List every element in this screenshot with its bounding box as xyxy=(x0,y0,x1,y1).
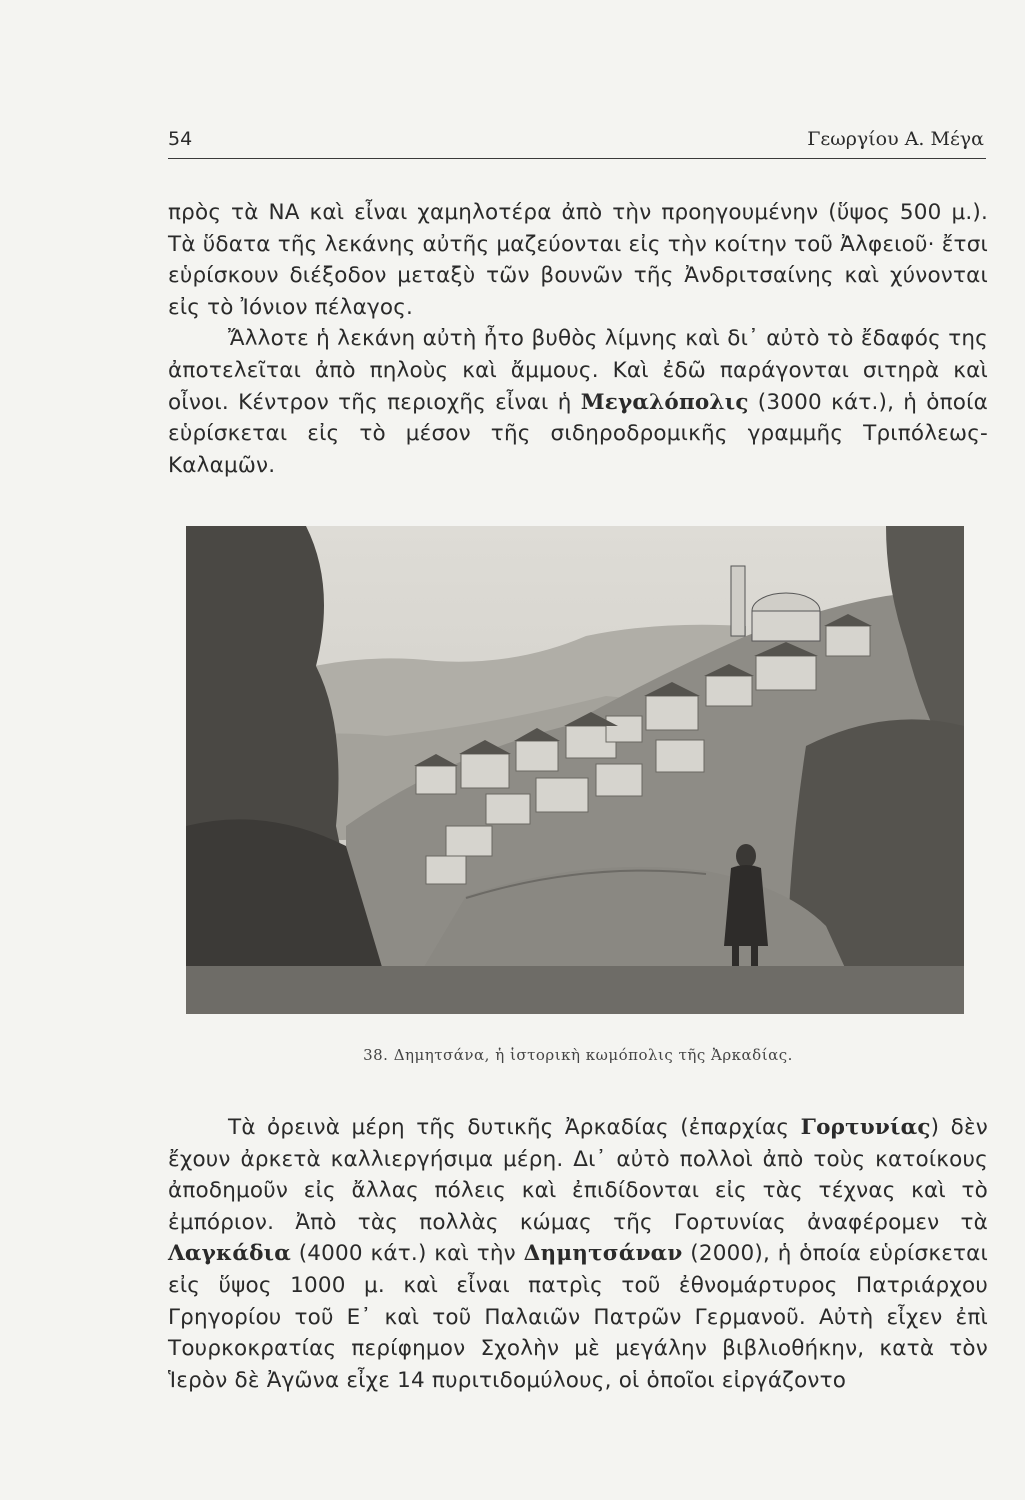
page-number: 54 xyxy=(168,128,193,150)
place-name-lagkadia: Λαγκάδια xyxy=(168,1241,291,1267)
place-name-dimitsana: Δημητσάναν xyxy=(523,1241,683,1267)
text-run: Τὰ ὀρεινὰ μέρη τῆς δυτικῆς Ἀρκαδίας (ἐπαρχίας xyxy=(228,1115,790,1140)
paragraph-gortynia xyxy=(168,1112,988,1396)
page-header xyxy=(168,128,986,159)
text-run: (3000 κάτ.), ἡ ὁποία εὑρίσκεται εἰς τὸ μέσον τῆς σιδηροδρομικῆς γραμμῆς Τριπόλεως-Καλαμῶν. xyxy=(168,389,988,478)
paragraph-text xyxy=(168,323,988,481)
paragraph-text: πρὸς τὰ ΝΑ καὶ εἶναι χαμηλοτέρα ἀπὸ τὴν προηγουμένην (ὕψος 500 μ.). Τὰ ὕδατα τῆς λεκάνης αὐτῆς μαζεύονται εἰς τὴν κοίτην τοῦ Ἀλφειοῦ· ἔτσι εὑρίσκουν διέξοδον μεταξὺ τῶν βουνῶν τῆς Ἀνδριτσαίνης καὶ χύνονται εἰς τὸ Ἰόνιον πέλαγος. xyxy=(168,200,988,320)
figure-caption: 38. Δημητσάνα, ἡ ἱστορικὴ κωμόπολις τῆς Ἀρκαδίας. xyxy=(363,1046,793,1064)
paragraph-text xyxy=(168,1112,988,1396)
place-name-gortynia: Γορτυνίας xyxy=(800,1115,931,1140)
paragraph-megalopolis xyxy=(168,197,988,481)
text-run: (2000), ἡ ὁποία εὑρίσκεται εἰς ὕψος 1000 μ. καὶ εἶναι πατρὶς τοῦ ἐθνομάρτυρος Πατριάρχου Γρηγορίου τοῦ Ε᾽ καὶ τοῦ Παλαιῶν Πατρῶν Γερμανοῦ. Αὐτὴ εἶχεν ἐπὶ Τουρκοκρατίας περίφημον Σχολὴν μὲ μεγάλην βιβλιοθήκην, κατὰ τὸν Ἱερὸν δὲ Ἀγῶνα εἶχε 14 πυριτιδομύλους, οἱ ὁποῖοι εἰργάζοντο xyxy=(168,1241,989,1393)
photo-illustration xyxy=(186,526,964,1014)
text-run: ) δὲν ἔχουν ἀρκετὰ καλλιεργήσιμα μέρη. Δι᾽ αὐτὸ πολλοὶ ἀπὸ τοὺς κατοίκους ἀποδημοῦν εἰς ἄλλας πόλεις καὶ ἐπιδίδονται εἰς τὰς τέχνας καὶ τὸ ἐμπόριον. Ἀπὸ τὰς πολλὰς κώμας τῆς Γορτυνίας ἀναφέρομεν τὰ xyxy=(168,1115,988,1235)
photo-dimitsana xyxy=(186,526,964,1014)
text-run: Ἄλλοτε ἡ λεκάνη αὐτὴ ἦτο βυθὸς λίμνης καὶ δι᾽ αὐτὸ τὸ ἔδαφός της ἀποτελεῖται ἀπὸ πηλοὺς καὶ ἄμμους. Καὶ ἐδῶ παράγονται σιτηρὰ καὶ οἶνοι. Κέντρον τῆς περιοχῆς εἶναι ἡ xyxy=(168,326,988,415)
text-run: (4000 κάτ.) καὶ τὴν xyxy=(298,1241,516,1267)
place-name-megalopolis: Μεγαλόπολις xyxy=(580,389,749,415)
running-head: Γεωργίου Α. Μέγα xyxy=(807,128,984,150)
